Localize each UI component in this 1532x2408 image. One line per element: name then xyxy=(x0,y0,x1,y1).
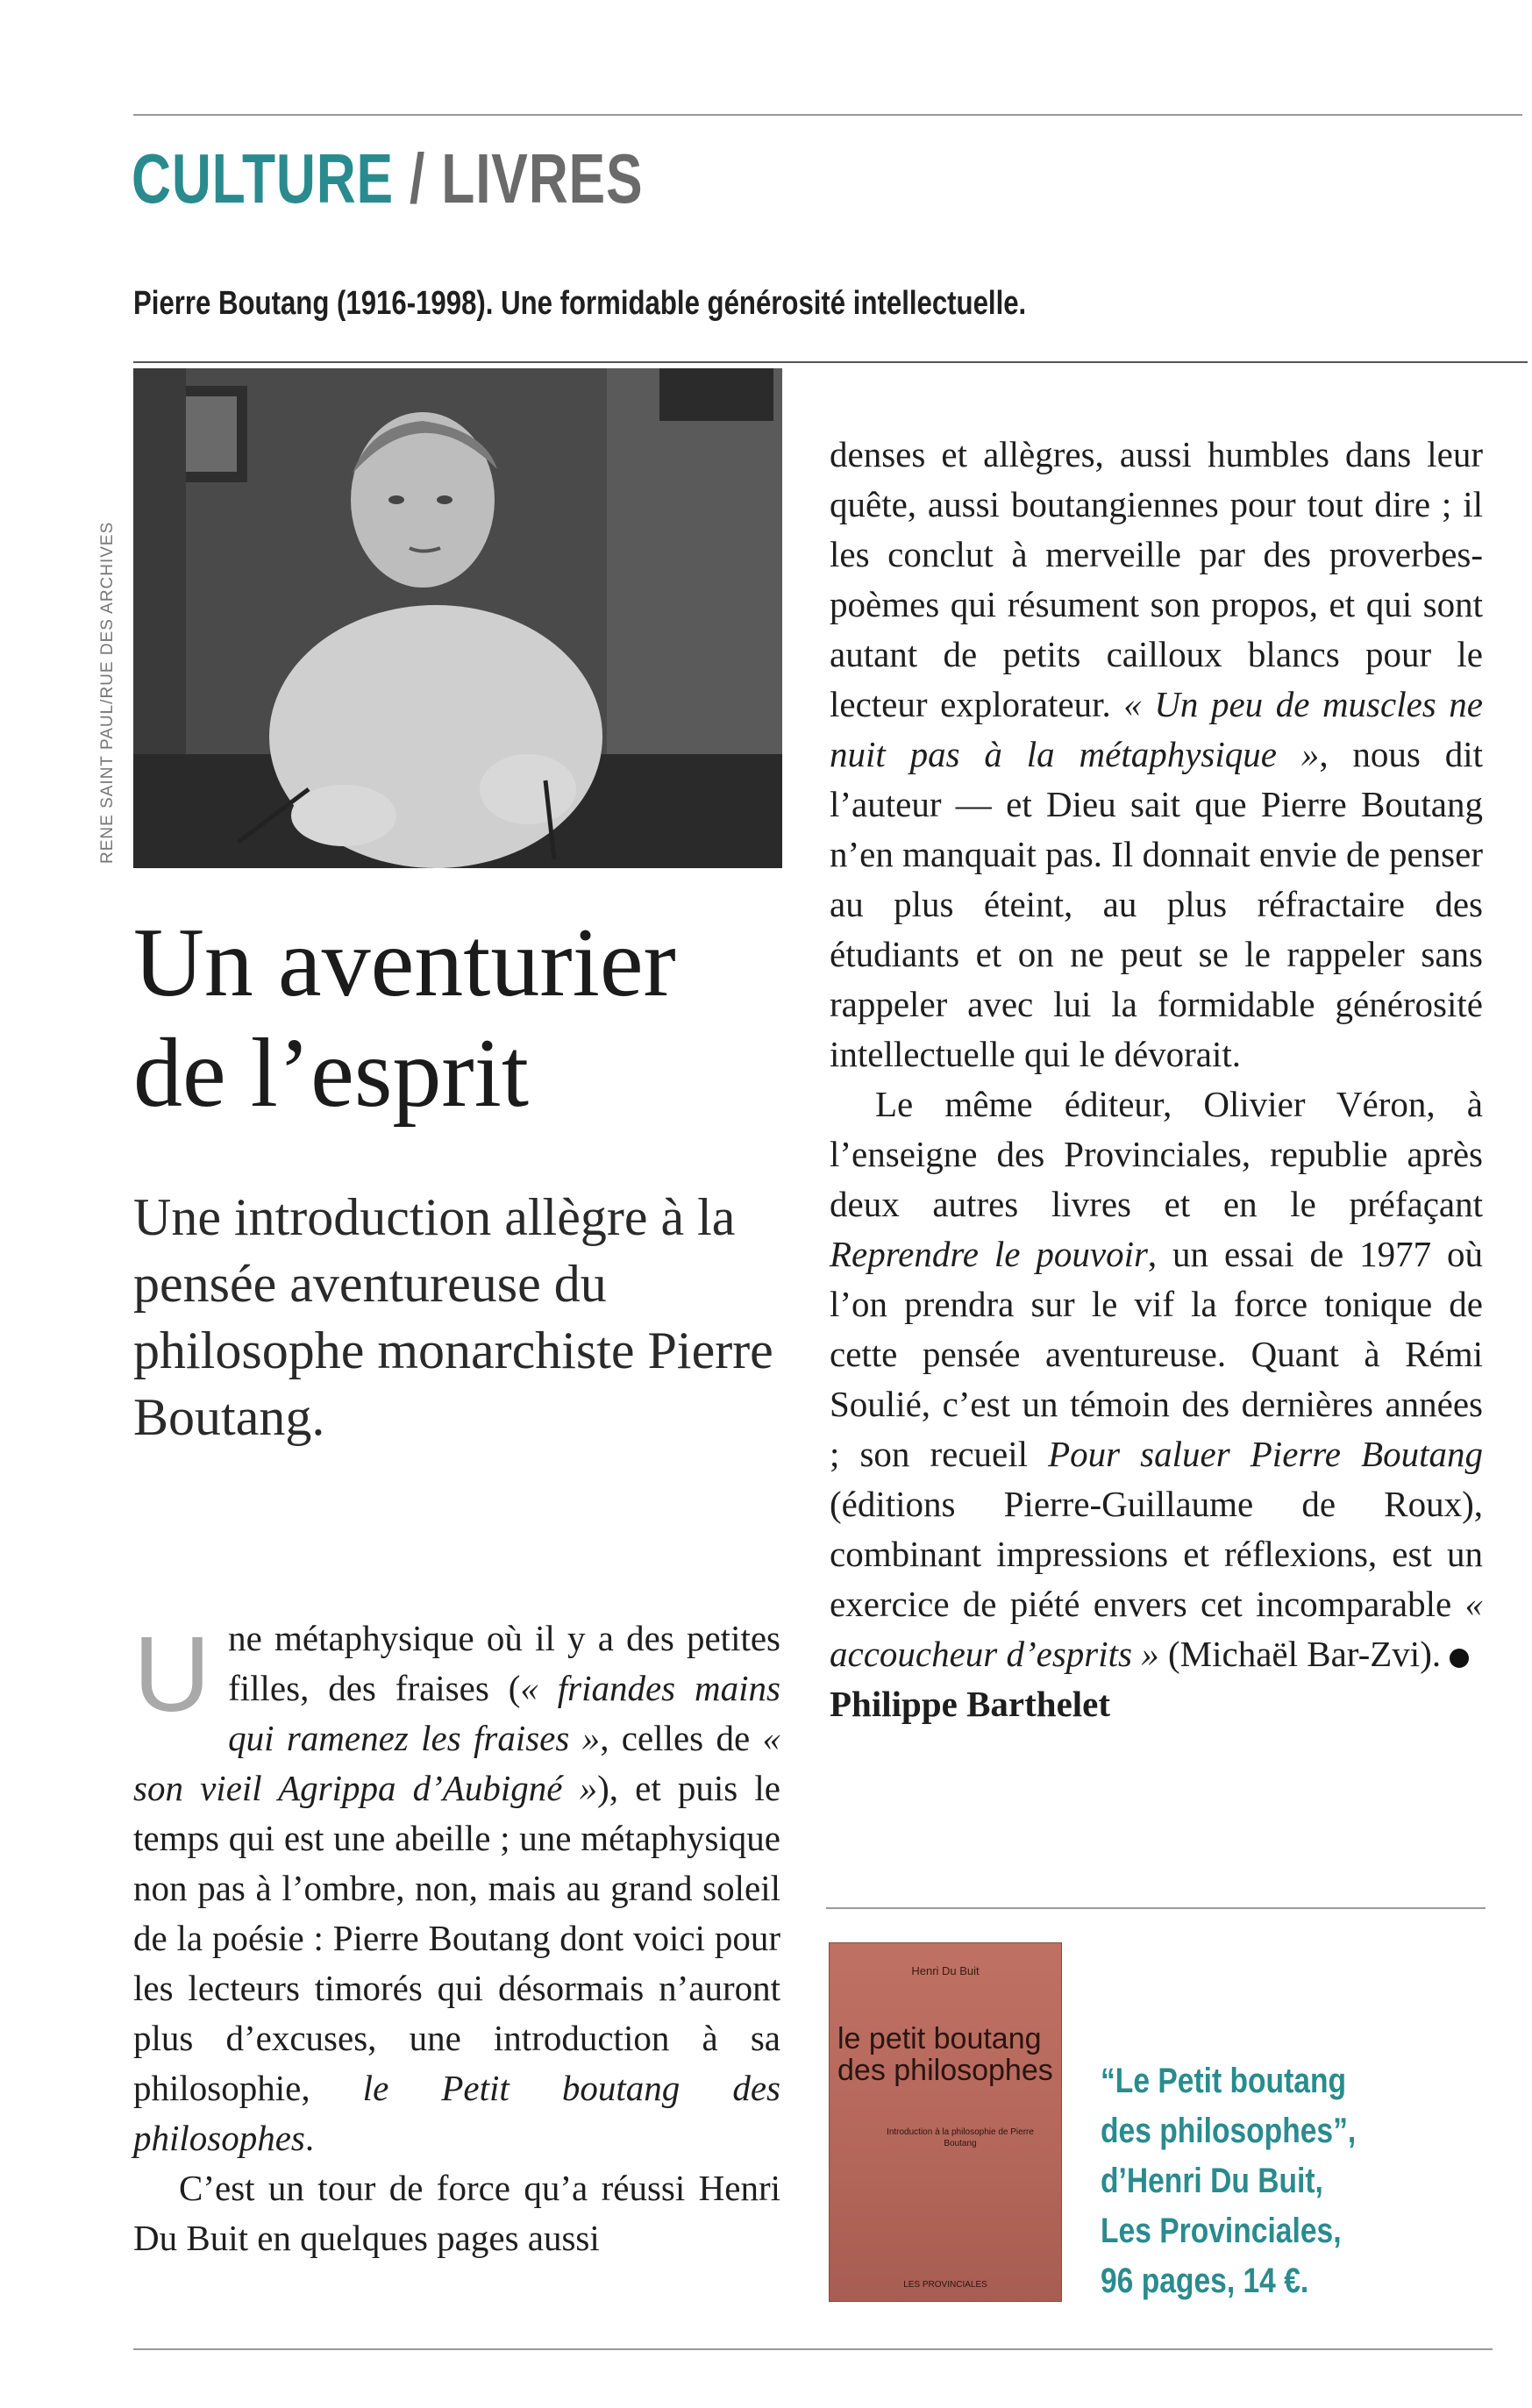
paragraph-2-start xyxy=(133,2163,780,2263)
text-run: Le même éditeur, Olivier Véron, à l’enseigne des Provinciales, republie après deux autres livres et en le préfaçant xyxy=(830,1084,1483,1224)
text-run: ne métaphysique où il y a des petites filles, des fraises ( xyxy=(228,1618,780,1708)
book-title-run: Pour saluer Pierre Boutang xyxy=(1048,1434,1483,1474)
rubric-separator: / xyxy=(393,139,442,217)
caption-rule xyxy=(133,361,1528,363)
cover-subtitle: Introduction à la philosophie de Pierre Boutang xyxy=(887,2127,1034,2148)
portrait-illustration xyxy=(133,368,782,868)
section-rubric xyxy=(132,139,643,219)
end-bullet-icon xyxy=(1450,1649,1469,1668)
rubric-subsection: LIVRES xyxy=(441,139,644,217)
article-column-1 xyxy=(133,1614,780,2263)
box-rule xyxy=(826,1907,1486,1909)
quote-run: « accoucheur d’esprits » xyxy=(830,1584,1483,1674)
text-run: . xyxy=(304,2118,315,2158)
photo-caption: Pierre Boutang (1916-1998). Une formidable générosité intellectuelle. xyxy=(133,285,1027,322)
book-info-line: des philosophes”, xyxy=(1101,2112,1357,2150)
text-run: , celles de xyxy=(600,1718,763,1758)
drop-cap: U xyxy=(133,1614,211,1734)
article-column-2 xyxy=(830,430,1483,1729)
author-signature: Philippe Barthelet xyxy=(830,1684,1111,1724)
top-rule xyxy=(133,114,1522,116)
book-title-run: Reprendre le pouvoir xyxy=(830,1234,1148,1274)
book-info-line: “Le Petit boutang xyxy=(1101,2062,1346,2100)
book-title-run: le Petit boutang des philosophes xyxy=(133,2068,780,2158)
text-run: C’est un tour de force qu’a réussi Henri Du Buit en quelques pages aussi xyxy=(133,2168,780,2258)
text-run: (éditions Pierre-Guillaume de Roux), combinant impressions et réflexions, est un exercice de piété envers cet incomparable xyxy=(830,1484,1483,1624)
photo-credit: RENE SAINT PAUL/RUE DES ARCHIVES xyxy=(98,521,117,864)
text-run: ), et puis le temps qui est une abeille ; une métaphysique non pas à l’ombre, non, mais au grand soleil de la poésie : Pierre Boutang dont voici pour les lecteurs timorés qui désormais n’auront plus d’excuses, une introduction à sa philosophie, xyxy=(133,1768,780,2108)
book-info xyxy=(1101,2056,1356,2306)
standfirst: Une introduction allègre à la pensée aventureuse du philosophe monarchiste Pierre Boutang. xyxy=(133,1188,773,1446)
paragraph-2-continued xyxy=(830,430,1483,1079)
headline-line-2: de l’esprit xyxy=(133,1019,529,1128)
quote-run: « son vieil Agrippa d’Aubigné » xyxy=(133,1718,780,1808)
book-info-line: 96 pages, 14 €. xyxy=(1101,2262,1309,2300)
book-info-line: d’Henri Du Buit, xyxy=(1101,2162,1323,2200)
text-run: , un essai de 1977 où l’on prendra sur le vif la force tonique de cette pensée aventureuse. Quant à Rémi Soulié, c’est un témoin des dernières années ; son recueil xyxy=(830,1234,1483,1474)
paragraph-1 xyxy=(133,1614,780,2163)
text-run: , nous dit l’auteur — et Dieu sait que Pierre Boutang n’en manquait pas. Il donnait envie de penser au plus éteint, au plus réfractaire des étudiants et on ne peut se le rappeler sans rappeler avec lui la formidable générosité intellectuelle qui le dévorait. xyxy=(830,734,1483,1074)
portrait-photo xyxy=(133,368,782,868)
cover-author: Henri Du Buit xyxy=(911,1964,980,1977)
paragraph-3 xyxy=(830,1079,1483,1679)
quote-run: « Un peu de muscles ne nuit pas à la métaphysique » xyxy=(830,684,1483,774)
cover-title: le petit boutang des philosophes xyxy=(837,2022,1053,2087)
bottom-rule xyxy=(133,2348,1493,2350)
cover-publisher: LES PROVINCIALES xyxy=(903,2280,987,2290)
text-run: (Michaël Bar-Zvi). xyxy=(1158,1634,1442,1674)
rubric-section: CULTURE xyxy=(132,139,394,217)
quote-run: « friandes mains qui ramenez les fraises » xyxy=(228,1668,780,1758)
text-run: denses et allègres, aussi humbles dans leur quête, aussi boutangiennes pour tout dire ; il les conclut à merveille par des proverbes-poèmes qui résument son propos, et qui sont autant de petits cailloux blancs pour le lecteur explorateur. xyxy=(830,434,1483,724)
headline-line-1: Un aventurier xyxy=(133,908,676,1017)
book-info-line: Les Provinciales, xyxy=(1101,2212,1342,2250)
book-cover xyxy=(829,1942,1062,2302)
headline xyxy=(133,908,800,1129)
